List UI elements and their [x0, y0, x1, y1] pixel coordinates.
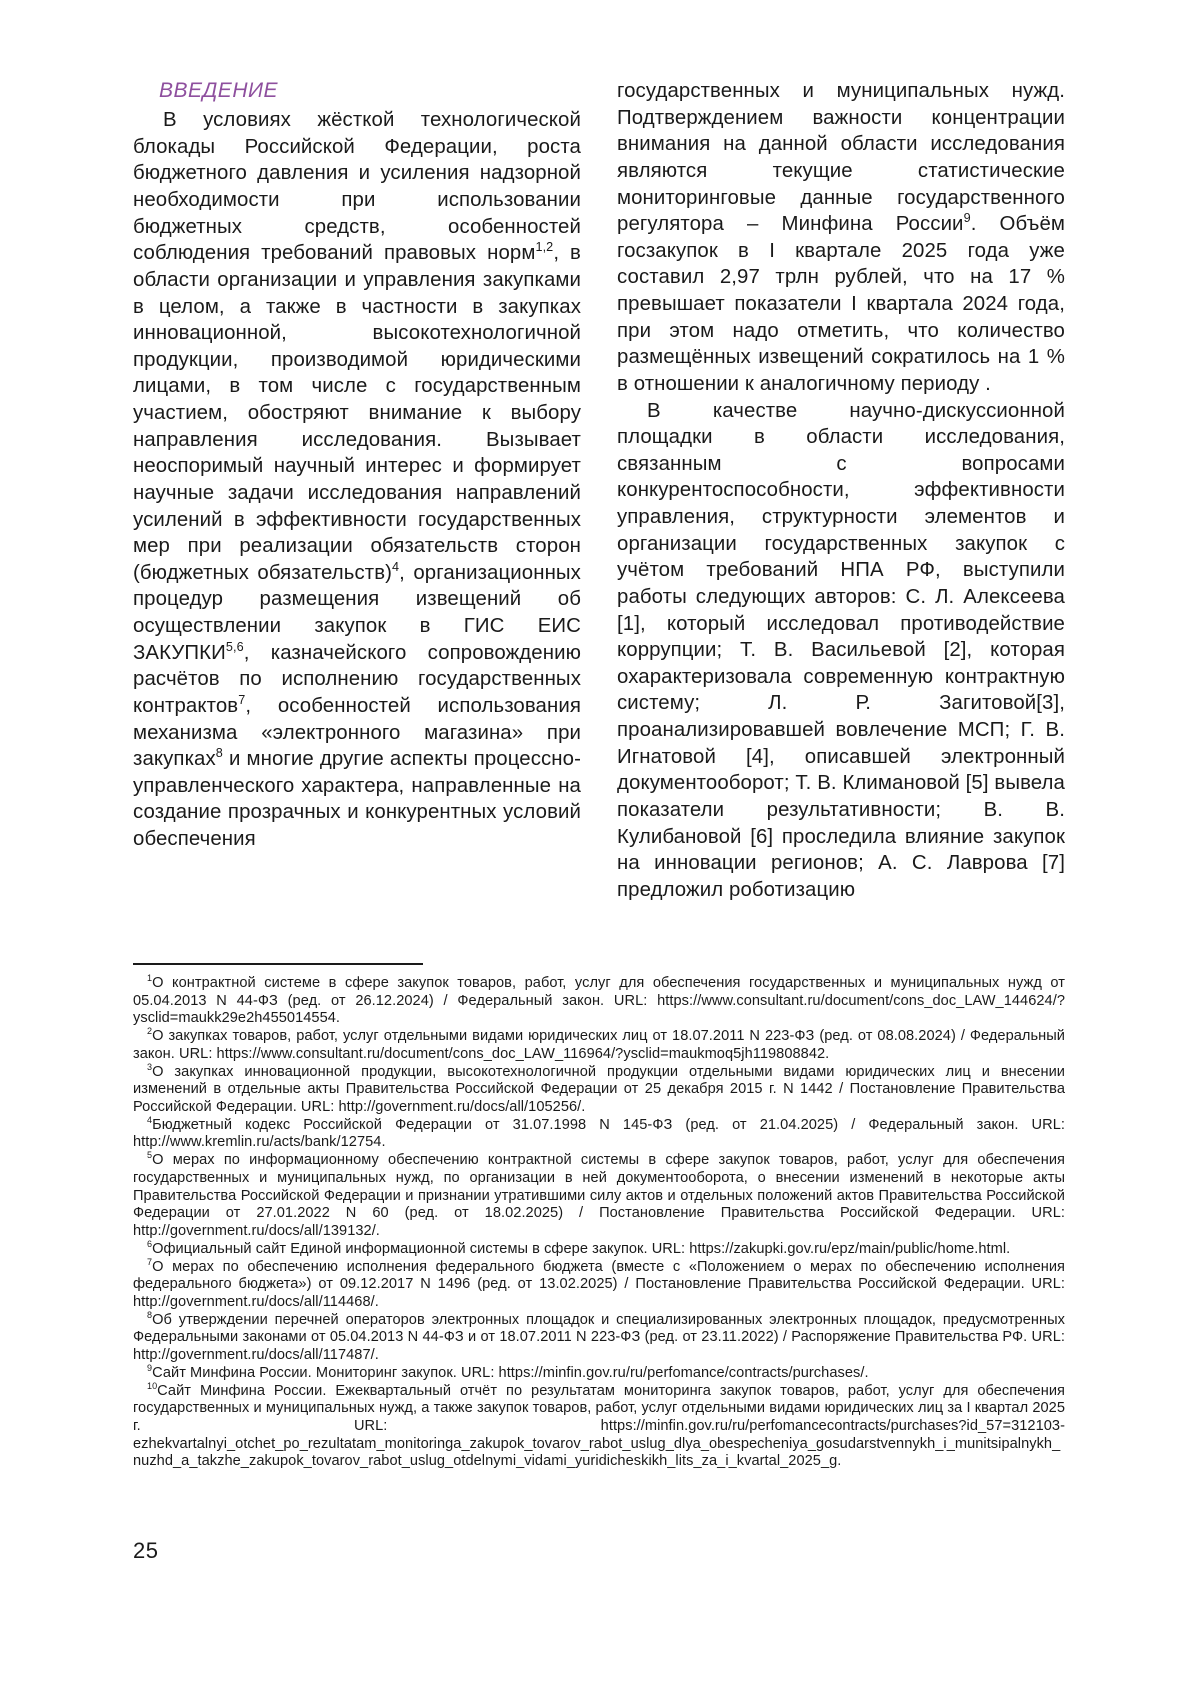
- footnote-text: Сайт Минфина России. Мониторинг закупок. URL: https://minfin.gov.ru/ru/perfomance/contracts/purchases/.: [152, 1364, 869, 1381]
- footnote-item: [133, 1061, 1065, 1117]
- right-column-paragraph-1: [617, 78, 1065, 398]
- para-text-chunk: В условиях жёсткой технологической блокады Российской Федерации, роста бюджетного давления и усиления надзорной необходимости при использовании бюджетных средств, особенностей соблюдения требований правовых норм: [133, 109, 581, 265]
- footnote-text: Сайт Минфина России. Ежеквартальный отчёт по результатам мониторинга закупок товаров, работ, услуг для обеспечения государственных и муниципальных нужд, а также закупок товаров, работ, услуг отдельными видами юридических лиц за I квартал 2025 г. URL: https://minfin.gov.ru/ru/perfomancecontracts/purchases?id_57=312103-ezhekvartalnyi_otchet_po_rezultatam_monitoringa_zakupok_tovarov_rabot_uslug_dlya_obespecheniya_gosudarstvennykh_i_munitsipalnykh_nuzhd_a_takzhe_zakupok_tovarov_rabot_uslug_otdelnymi_vidami_yuridicheskikh_lits_za_i_kvartal_2025_g.: [133, 1382, 1065, 1470]
- footnote-text: О мерах по обеспечению исполнения федерального бюджета (вместе с «Положением о мерах по обеспечению исполнения федерального бюджета») от 09.12.2017 N 1496 (ред. от 13.02.2025) / Постановление Правительства Российской Федерации. URL: http://government.ru/docs/all/114468/.: [133, 1258, 1065, 1310]
- para-text-chunk: и многие другие аспекты процессно-управленческого характера, направленные на создание прозрачных и конкурентных условий обеспечения: [133, 748, 581, 851]
- footnote-text: О мерах по информационному обеспечению контрактной системы в сфере закупок товаров, работ, услуг для обеспечения государственных и муниципальных нужд, по организации в ней документооборота, о внесении изменений в некоторые акты Правительства Российской Федерации и признании утратившими силу актов и отдельных положений актов Правительства Российской Федерации от 27.01.2022 N 60 (ред. от 18.02.2025) / Постановление Правительства Российской Федерации. URL: http://government.ru/docs/all/139132/.: [133, 1152, 1065, 1240]
- footnote-item: [133, 1152, 1065, 1241]
- footnote-marker: 5: [147, 1150, 153, 1161]
- page-number: 25: [133, 1538, 159, 1563]
- section-heading: ВВЕДЕНИЕ: [159, 79, 279, 102]
- para-text-chunk: государственных и муниципальных нужд. Подтверждением важности концентрации внимания на данной области исследования являются текущие статистические мониторинговые данные государственного регулятора – Минфина России: [617, 80, 1065, 236]
- two-column-body: [133, 78, 1067, 903]
- footnote-ref-7[interactable]: 7: [238, 693, 246, 708]
- footnote-text: Об утверждении перечней операторов электронных площадок и специализированных электронных площадок, предусмотренных Федеральными законами от 05.04.2013 N 44-ФЗ и от 18.07.2011 N 223-ФЗ (ред. от 23.11.2022) / Распоряжение Правительства РФ. URL: http://government.ru/docs/all/117487/.: [133, 1311, 1065, 1364]
- footnote-marker: 8: [147, 1309, 153, 1320]
- para-text-chunk: . Объём госзакупок в I квартале 2025 года уже составил 2,97 трлн рублей, что на 17 % превышает показатели I квартала 2024 года, при этом надо отметить, что количество размещённых извещений сократилось на 1 % в отношении к аналогичному периоду .: [617, 213, 1066, 395]
- footnote-marker: 3: [147, 1061, 153, 1072]
- footnote-marker: 6: [147, 1238, 153, 1249]
- footnote-ref-4[interactable]: 4: [392, 560, 400, 575]
- para-text-chunk: , организационных процедур размещения извещений об осуществлении закупок в ГИС ЕИС ЗАКУПКИ: [133, 561, 581, 664]
- left-column-paragraph: [133, 107, 581, 853]
- left-column: [133, 78, 581, 853]
- para-text-chunk: , в области организации и управления закупками в целом, а также в частности в закупках инновационной, высокотехнологичной продукции, производимой юридическими лицами, в том числе с государственным участием, обостряют внимание к выбору направления исследования. Вызывает неоспоримый научный интерес и формирует научные задачи исследования направлений усилений в эффективности государственных мер при реализации обязательств сторон (бюджетных обязательств): [133, 242, 581, 584]
- footnote-item: [133, 1256, 1065, 1312]
- footnote-ref-9[interactable]: 9: [963, 211, 971, 226]
- para-text-chunk: , особенностей использования механизма «электронного магазина» при закупках: [133, 694, 581, 771]
- footnote-text: Официальный сайт Единой информационной системы в сфере закупок. URL: https://zakupki.gov.ru/epz/main/public/home.html.: [152, 1240, 1011, 1257]
- footnote-item: [133, 1362, 1065, 1383]
- footnote-item: [133, 1028, 1065, 1063]
- para-text-chunk: , казначейского сопровождению расчётов по исполнению государственных контрактов: [133, 641, 581, 717]
- footnote-text: О закупках товаров, работ, услуг отдельными видами юридических лиц от 18.07.2011 N 223-ФЗ (ред. от 08.08.2024) / Федеральный закон. URL: https://www.consultant.ru/document/cons_doc_LAW_116964/?ysclid=maukmoq5jh119808842.: [133, 1028, 1065, 1062]
- footnote-item: [133, 1114, 1065, 1152]
- footnote-item: [133, 1309, 1065, 1365]
- right-column-paragraph-2: В качестве научно-дискуссионной площадки в области исследования, связанным с вопросами конкурентоспособности, эффективности управления, структурности элементов и организации государственных закупок с учётом требований НПА РФ, выступили работы следующих авторов: С. Л. Алексеева [1], который исследовал противодействие коррупции; Т. В. Васильевой [2], которая охарактеризовала современную контрактную систему; Л. Р. Загитовой[3], проанализировавшей вовлечение МСП; Г. В. Игнатовой [4], описавшей электронный документооборот; Т. В. Климановой [5] вывела показатели результативности; В. В. Кулибановой [6] проследила влияние закупок на инновации регионов; А. С. Лаврова [7] предложил роботизацию: [617, 399, 1065, 901]
- footnote-marker: 7: [147, 1256, 153, 1267]
- footnote-marker: 9: [147, 1362, 153, 1373]
- footnote-separator-rule: [133, 963, 423, 965]
- footnote-item: [133, 1380, 1065, 1472]
- footnote-ref-5-6[interactable]: 5,6: [225, 639, 244, 654]
- footnote-list: [133, 975, 1065, 1471]
- footnote-item: [133, 975, 1065, 1028]
- footnote-item: [133, 1238, 1065, 1259]
- footnote-text: Бюджетный кодекс Российской Федерации от 31.07.1998 N 145-ФЗ (ред. от 21.04.2025) / Федеральный закон. URL: http://www.kremlin.ru/acts/bank/12754.: [133, 1116, 1065, 1151]
- footnote-marker: 10: [147, 1380, 158, 1391]
- right-column: [617, 78, 1065, 903]
- footnote-ref-1-2[interactable]: 1,2: [535, 240, 554, 255]
- footnote-text: О закупках инновационной продукции, высокотехнологичной продукции отдельными видами юридических лиц и внесении изменений в отдельные акты Правительства Российской Федерации от 25 декабря 2015 г. N 1442 / Постановление Правительства Российской Федерации. URL: http://government.ru/docs/all/105256/.: [133, 1063, 1065, 1116]
- footnote-marker: 4: [147, 1114, 153, 1125]
- footnote-text: О контрактной системе в сфере закупок товаров, работ, услуг для обеспечения государственных и муниципальных нужд от 05.04.2013 N 44-ФЗ (ред. от 26.12.2024) / Федеральный закон. URL: https://www.consultant.ru/document/cons_doc_LAW_144624/?ysclid=maukk29e2h455014554.: [133, 975, 1065, 1027]
- footnote-marker: 2: [147, 1026, 153, 1037]
- footnote-marker: 1: [147, 973, 153, 984]
- footnote-ref-8[interactable]: 8: [215, 746, 223, 761]
